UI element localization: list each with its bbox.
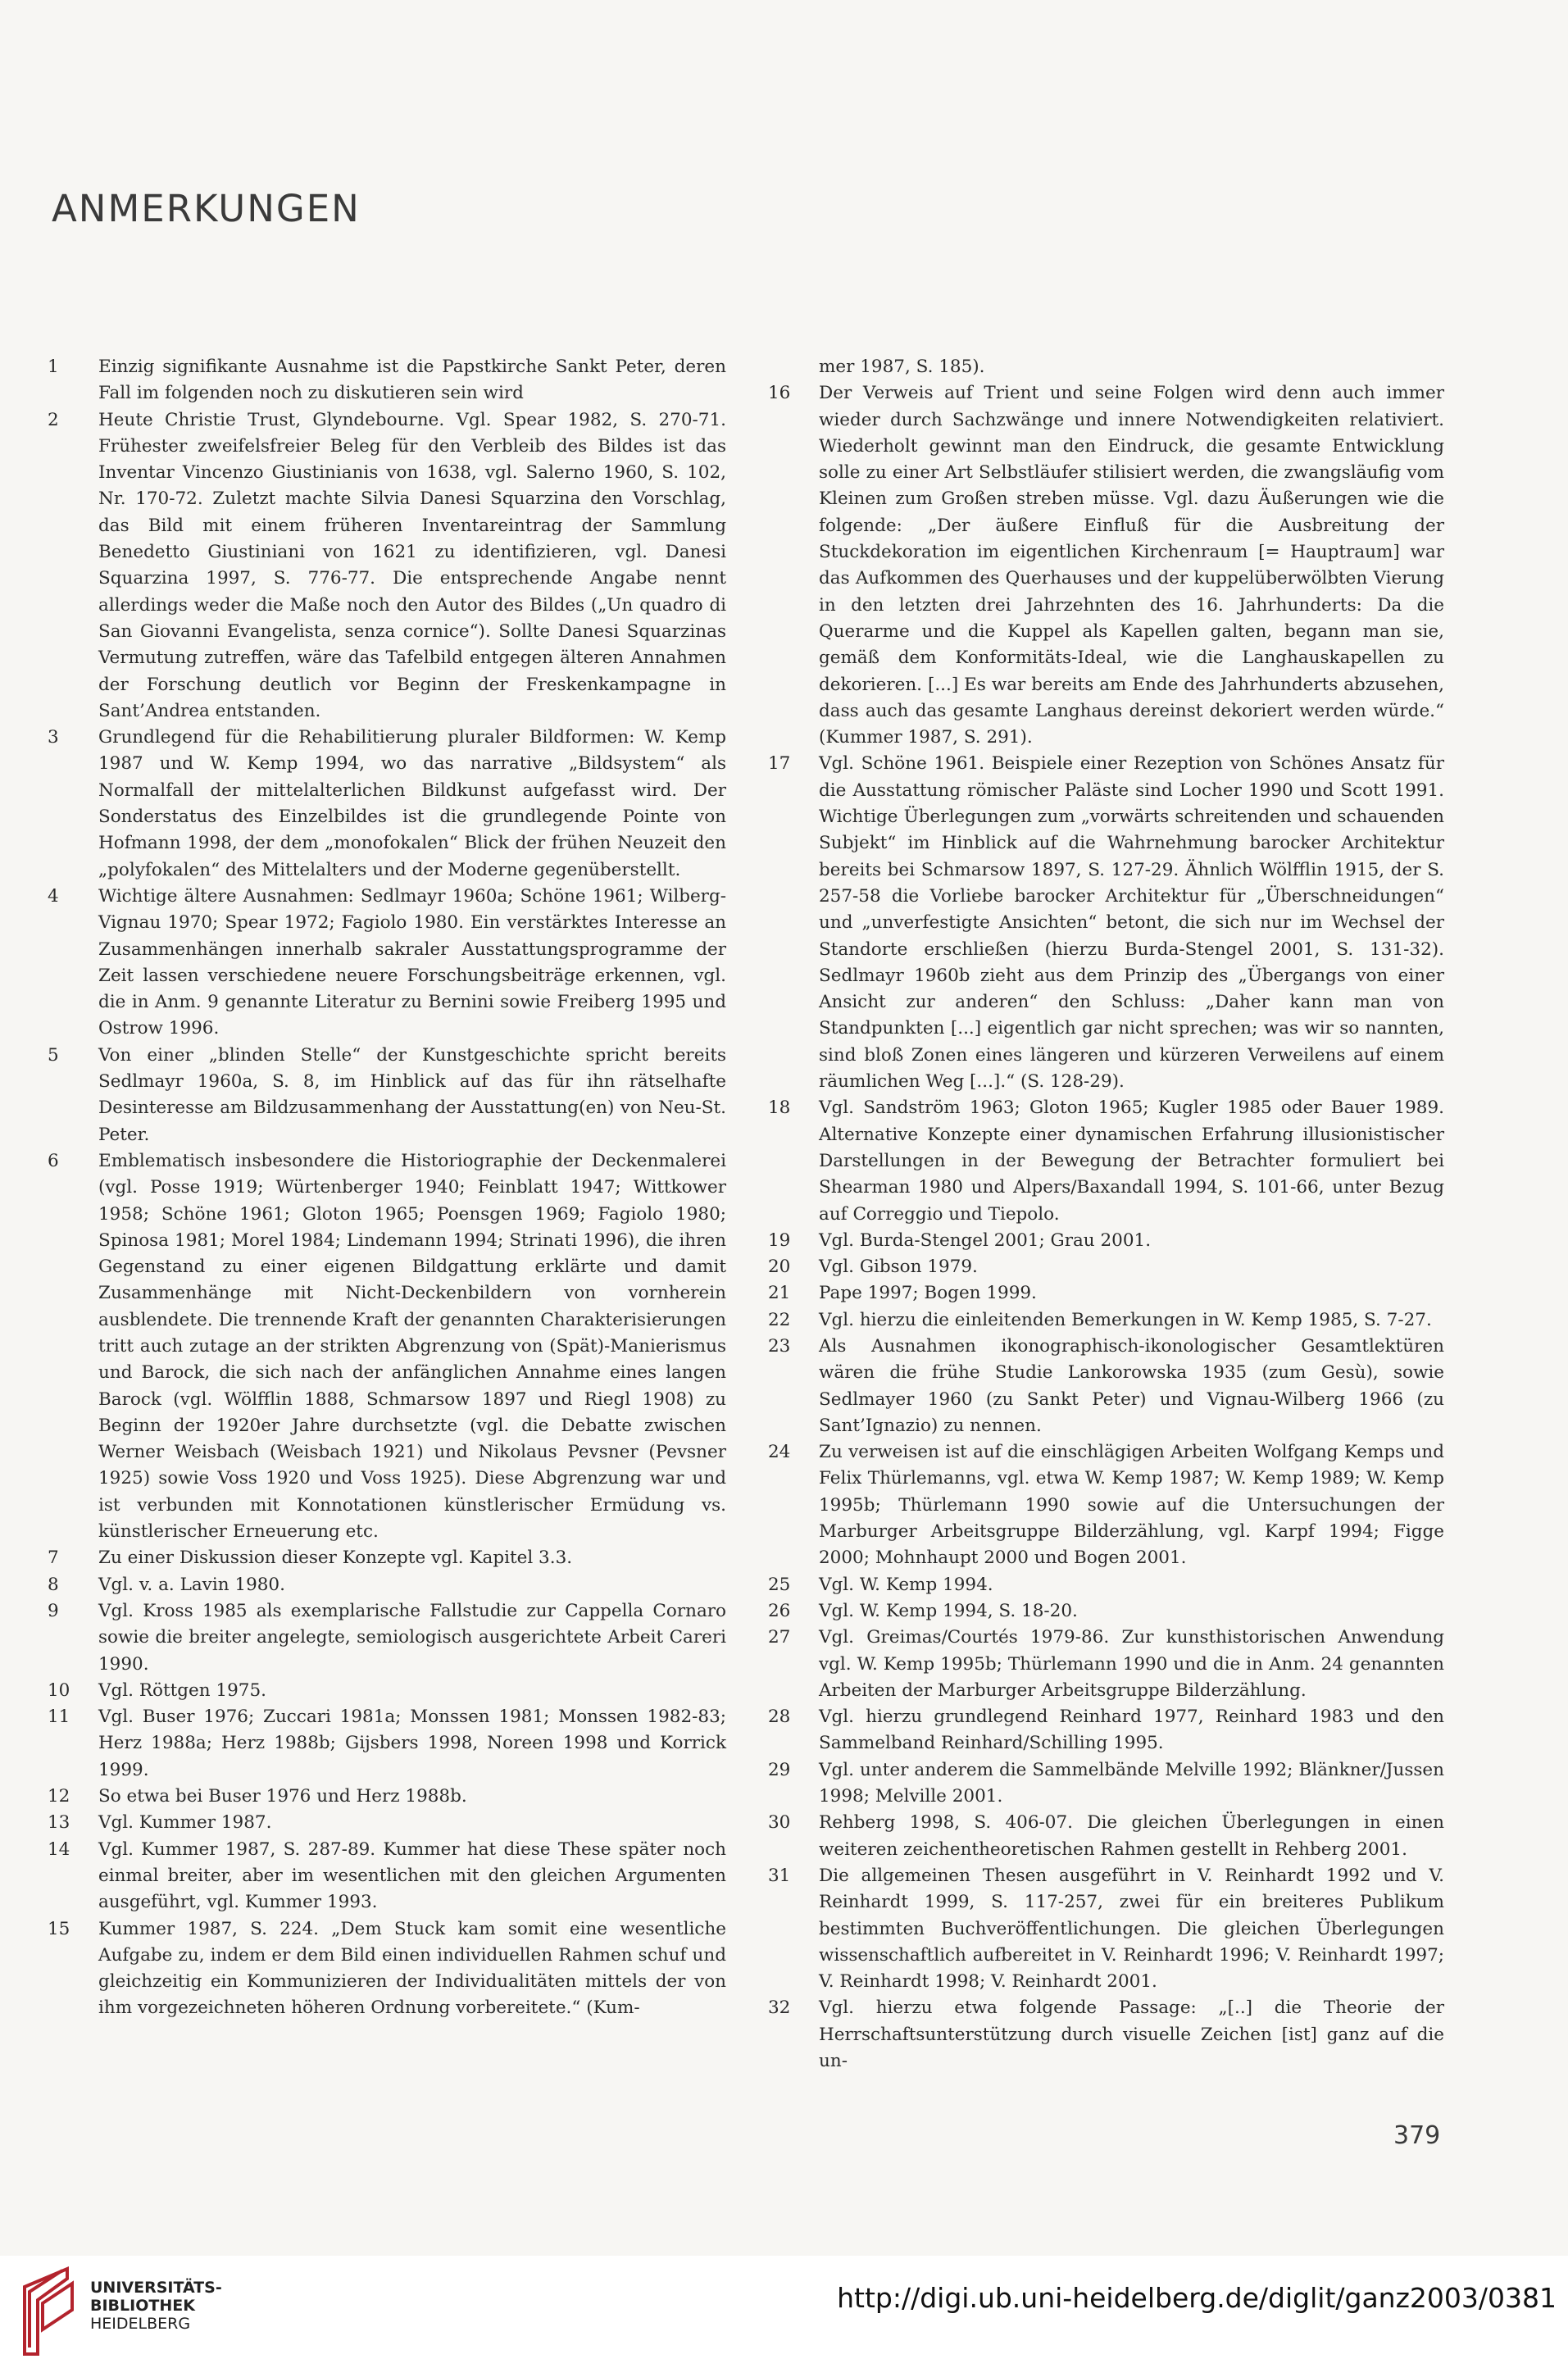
footnote-number: 20 [768,1257,791,1278]
footnote-number: 7 [48,1548,59,1569]
footnote-number: 18 [768,1098,791,1119]
footnote-text: Vgl. Kummer 1987. [98,1812,272,1834]
footnote-text: Vgl. hierzu etwa folgende Passage: „[..] die Theorie der Herrschaftsunterstützung durch visuelle Zeichen [ist] ganz auf die un- [819,1998,1444,2071]
footnote [48,1810,726,1836]
footnote-number: 14 [48,1838,70,1860]
footnote-text: Pape 1997; Bogen 1999. [819,1283,1037,1304]
footnote-text: Die allgemeinen Thesen ausgeführt in V. Reinhardt 1992 und V. Reinhardt 1999, S. 117-257, zwei für ein breiteres Publikum bestimmten Buchveröffentlichungen. Die gleichen Überlegungen wissenschaftlich aufbereitet in V. Reinhardt 1996; V. Reinhardt 1997; V. Reinhardt 1998; V. Reinhardt 2001. [819,1865,1444,1993]
footnote-text: Vgl. Buser 1976; Zuccari 1981a; Monssen 1981; Monssen 1982-83; Herz 1988a; Herz 1988b; Gijsbers 1998, Noreen 1998 und Korrick 1999. [98,1707,726,1780]
footnote [48,354,726,407]
library-name [90,2279,222,2333]
footnote-number: 19 [768,1229,791,1251]
footnote [768,1307,1444,1334]
footnote-number: 11 [48,1707,70,1728]
footnote [768,1334,1444,1439]
footnote [48,1148,726,1545]
footnote [48,1545,726,1571]
footnote-text: Vgl. W. Kemp 1994. [819,1574,993,1595]
footnote [768,1863,1444,1995]
footnote-number: 8 [48,1574,59,1595]
footnote-number: 15 [48,1918,70,1939]
footnote-number: 28 [768,1707,791,1728]
footnote-number: 9 [48,1600,59,1621]
footnote [768,1572,1444,1598]
footnote-text: Emblematisch insbesondere die Historiographie der Deckenmalerei (vgl. Posse 1919; Würtenberger 1940; Feinblatt 1947; Wittkower 1958; Schöne 1961; Gloton 1965; Poensgen 1969; Fagiolo 1980; Spinosa 1981; Morel 1984; Lindemann 1994; Strinati 1996), die ihren Gegenstand zu einer eigenen Bildgattung erklärte und damit Zusammenhänge mit Nicht-Deckenbildern von vornherein ausblendete. Die trennende Kraft der genannten Charakterisierungen tritt auch zutage an der strikten Abgrenzung von (Spät)-Manierismus und Barock, die sich nach der anfänglichen Annahme eines langen Barock (vgl. Wölfflin 1888, Schmarsow 1897 und Riegl 1908) zu Beginn der 1920er Jahre durchsetzte (vgl. die Debatte zwischen Werner Weisbach (Weisbach 1921) und Nikolaus Pevsner (Pevsner 1925) sowie Voss 1920 und Voss 1925). Diese Abgrenzung war und ist verbunden mit Konnotationen künstlerischer Ermüdung vs. künstlerischer Erneuerung etc. [98,1150,726,1543]
footnote [768,1228,1444,1254]
footnote-number: 25 [768,1574,791,1595]
footnote-number: 3 [48,727,59,748]
footnote-number: 6 [48,1150,59,1171]
footnote-text: Vgl. v. a. Lavin 1980. [98,1574,285,1595]
note-continuation: mer 1987, S. 185). [819,357,985,377]
footnote-text: Wichtige ältere Ausnahmen: Sedlmayr 1960a; Schöne 1961; Wilberg-Vignau 1970; Spear 1972; Fagiolo 1980. Ein verstärktes Interesse an Zusammenhängen innerhalb sakraler Ausstattungsprogramme der Zeit lassen verschiedene neuere Forschungsbeiträge erkennen, vgl. die in Anm. 9 genannte Literatur zu Bernini sowie Freiberg 1995 und Ostrow 1996. [98,885,726,1039]
footnote-number: 22 [768,1309,791,1330]
footnote [768,1757,1444,1811]
footnote-text: Zu verweisen ist auf die einschlägigen Arbeiten Wolfgang Kemps und Felix Thürlemanns, vgl. etwa W. Kemp 1987; W. Kemp 1989; W. Kemp 1995b; Thürlemann 1990 sowie auf die Untersuchungen der Marburger Arbeitsgruppe Bilderzählung, vgl. Karpf 1994; Figge 2000; Mohnhaupt 2000 und Bogen 2001. [819,1442,1444,1569]
footnote-text: Vgl. unter anderem die Sammelbände Melville 1992; Blänkner/Jussen 1998; Melville 2001. [819,1759,1444,1807]
footnote-text: Grundlegend für die Rehabilitierung pluraler Bildformen: W. Kemp 1987 und W. Kemp 1994, wo das narrative „Bildsystem“ als Normalfall der mittelalterlichen Bildkunst aufgefasst wird. Der Sonderstatus des Einzelbildes ist die grundlegende Pointe von Hofmann 1998, der dem „monofokalen“ Blick der frühen Neuzeit den „polyfokalen“ des Mittelalters und der Moderne gegenüberstellt. [98,727,726,880]
footnote-text: Vgl. Gibson 1979. [819,1257,978,1278]
footnote-text: Vgl. Röttgen 1975. [98,1679,266,1701]
footnote-number: 13 [48,1812,70,1834]
footnote-number: 10 [48,1679,70,1701]
footnote-text: Vgl. Greimas/Courtés 1979-86. Zur kunsthistorischen Anwendung vgl. W. Kemp 1995b; Thürlemann 1990 und die in Anm. 24 genannten Arbeiten der Marburger Arbeitsgruppe Bilderzählung. [819,1627,1444,1701]
footnote-number: 4 [48,885,59,907]
footnote-number: 32 [768,1998,791,2019]
footnote [768,751,1444,1095]
footnote [48,884,726,1043]
footnote-text: Vgl. Schöne 1961. Beispiele einer Rezeption von Schönes Ansatz für die Ausstattung römischer Paläste sind Locher 1990 und Scott 1991. Wichtige Überlegungen zum „vorwärts schreitenden und schauenden Subjekt“ im Hinblick auf die Wahrnehmung barocker Architektur bereits bei Schmarsow 1897, S. 127-29. Ähnlich Wölfflin 1915, der S. 257-58 die Vorliebe barocker Architektur für „Überschneidungen“ und „unverfestigte Ansichten“ betont, die sich nur im Wechsel der Standorte erschließen (hierzu Burda-Stengel 2001, S. 131-32). Sedlmayr 1960b zieht aus dem Prinzip des „Übergangs von einer Ansicht zur anderen“ den Schluss: „Daher kann man von Standpunkten [...] eigentlich gar nicht sprechen; was wir so nannten, sind bloß Zonen eines längeren und kürzeren Verweilens auf einem räumlichen Weg [...].“ (S. 128-29). [819,753,1444,1093]
page-number: 379 [1393,2121,1441,2150]
footnote [48,725,726,884]
library-name-line1: UNIVERSITÄTS- [90,2279,222,2297]
footnote-number: 17 [768,753,791,775]
footnote-text: Vgl. W. Kemp 1994, S. 18-20. [819,1600,1078,1621]
library-name-line3: HEIDELBERG [90,2315,191,2333]
footnote-text: Der Verweis auf Trient und seine Folgen wird denn auch immer wieder durch Sachzwänge und innere Notwendigkeiten relativiert. Wiederholt gewinnt man den Eindruck, die gesamte Entwicklung solle zu einer Art Selbstläufer stilisiert werden, die zwangsläufig vom Kleinen zum Großen streben müsse. Vgl. dazu Äußerungen wie die folgende: „Der äußere Einfluß für die Ausbreitung der Stuckdekoration im eigentlichen Kirchenraum [= Hauptraum] war das Aufkommen des Querhauses und der kuppelüberwölbten Vierung in den letzten drei Jahrzehnten des 16. Jahrhunderts: Da die Querarme und die Kuppel als Kapellen galten, begann man sie, gemäß dem Konformitäts-Ideal, wie die Langhauskapellen zu dekorieren. [...] Es war bereits am Ende des Jahrhunderts abzusehen, dass auch das gesamte Langhaus dereinst dekoriert werden würde.“ (Kummer 1987, S. 291). [819,383,1444,748]
footnote-number: 16 [768,383,791,404]
footnote [768,1810,1444,1863]
footnote-number: 2 [48,409,59,430]
library-logo-icon [18,2262,82,2364]
footnote [768,1095,1444,1227]
footnote-number: 31 [768,1865,791,1886]
footnote-number: 29 [768,1759,791,1780]
footnote [48,1678,726,1704]
footnote-text: Heute Christie Trust, Glyndebourne. Vgl. Spear 1982, S. 270-71. Frühester zweifelsfreier Beleg für den Verbleib des Bildes ist das Inventar Vincenzo Giustinianis von 1638, vgl. Salerno 1960, S. 102, Nr. 170-72. Zuletzt machte Silvia Danesi Squarzina den Vorschlag, das Bild mit einem früheren Inventareintrag der Sammlung Benedetto Giustiniani von 1621 zu identifizieren, vgl. Danesi Squarzina 1997, S. 776-77. Die entsprechende Angabe nennt allerdings weder die Maße noch den Autor des Bildes („Un quadro di San Giovanni Evangelista, senza cornice“). Sollte Danesi Squarzinas Vermutung zutreffen, wäre das Tafelbild entgegen älteren Annahmen der Forschung deutlich vor Beginn der Freskenkampagne in Sant’Andrea entstanden. [98,409,726,721]
footnote-text: Vgl. Kummer 1987, S. 287-89. Kummer hat diese These später noch einmal breiter, aber im wesentlichen mit den gleichen Argumenten ausgeführt, vgl. Kummer 1993. [98,1838,726,1913]
footnote-text: Als Ausnahmen ikonographisch-ikonologischer Gesamtlektüren wären die frühe Studie Lankorowska 1935 (zum Gesù), sowie Sedlmayer 1960 (zu Sankt Peter) und Vignau-Wilberg 1966 (zu Sant’Ignazio) zu nennen. [819,1335,1444,1436]
footnote-number: 5 [48,1044,59,1066]
footnote [768,1704,1444,1757]
footnote-text: Vgl. Kross 1985 als exemplarische Fallstudie zur Cappella Cornaro sowie die breiter angelegte, semiologisch ausgerichtete Arbeit Careri 1990. [98,1600,726,1675]
footnote [48,407,726,725]
footnote-number: 1 [48,357,59,377]
footnote-text: Kummer 1987, S. 224. „Dem Stuck kam somit eine wesentliche Aufgabe zu, indem er dem Bild einen individuellen Rahmen schuf und gleichzeitig ein Kommunizieren der Individualitäten mittels der von ihm vorgezeichneten höheren Ordnung vorbereitete.“ (Kum- [98,1918,726,2019]
footnote-text: Vgl. Sandström 1963; Gloton 1965; Kugler 1985 oder Bauer 1989. Alternative Konzepte einer dynamischen Erfahrung illusionistischer Darstellungen in der Bewegung der Betrachter formuliert bei Shearman 1980 und Alpers/Baxandall 1994, S. 101-66, unter Bezug auf Correggio und Tiepolo. [819,1098,1444,1225]
footnote [48,1598,726,1678]
footnote [768,380,1444,751]
footnote-text: Rehberg 1998, S. 406-07. Die gleichen Überlegungen in einen weiteren zeichentheoretischen Rahmen gestellt in Rehberg 2001. [819,1812,1444,1860]
footnote-text: Vgl. Burda-Stengel 2001; Grau 2001. [819,1229,1152,1251]
footnote-number: 21 [768,1283,791,1304]
footnote [48,1916,726,2022]
footnote-number: 12 [48,1786,70,1807]
footnote-number: 27 [768,1627,791,1648]
notes-column-right [768,354,1444,2075]
footnote [48,1704,726,1784]
footnote-text: Zu einer Diskussion dieser Konzepte vgl. Kapitel 3.3. [98,1548,573,1569]
footnote [768,1439,1444,1571]
footnote-text: Einzig signifikante Ausnahme ist die Papstkirche Sankt Peter, deren Fall im folgenden noch zu diskutieren sein wird [98,357,726,404]
footnote [48,1572,726,1598]
footnote [768,1598,1444,1625]
footnote-number: 23 [768,1335,791,1357]
footnote [768,1254,1444,1280]
footnote-number: 24 [768,1442,791,1463]
page-heading: ANMERKUNGEN [52,187,361,230]
footnote [48,1043,726,1148]
footnote [48,1837,726,1916]
footnote-number: 26 [768,1600,791,1621]
footnote [768,1625,1444,1704]
footnote [768,1280,1444,1307]
footnote [48,1784,726,1810]
library-name-line2: BIBLIOTHEK [90,2297,195,2315]
footnote-text: Vgl. hierzu grundlegend Reinhard 1977, Reinhard 1983 und den Sammelband Reinhard/Schilling 1995. [819,1707,1444,1754]
footnote-number: 30 [768,1812,791,1834]
footnote-text: Von einer „blinden Stelle“ der Kunstgeschichte spricht bereits Sedlmayr 1960a, S. 8, im Hinblick auf das für ihn rätselhafte Desinteresse am Bildzusammenhang der Ausstattung(en) von Neu-St. Peter. [98,1044,726,1145]
source-url[interactable]: http://digi.ub.uni-heidelberg.de/diglit/ganz2003/0381 [837,2282,1557,2314]
footnote [768,1995,1444,2075]
footnote-text: So etwa bei Buser 1976 und Herz 1988b. [98,1786,467,1807]
footnote-text: Vgl. hierzu die einleitenden Bemerkungen in W. Kemp 1985, S. 7-27. [819,1309,1432,1330]
notes-column-left [48,354,726,2022]
